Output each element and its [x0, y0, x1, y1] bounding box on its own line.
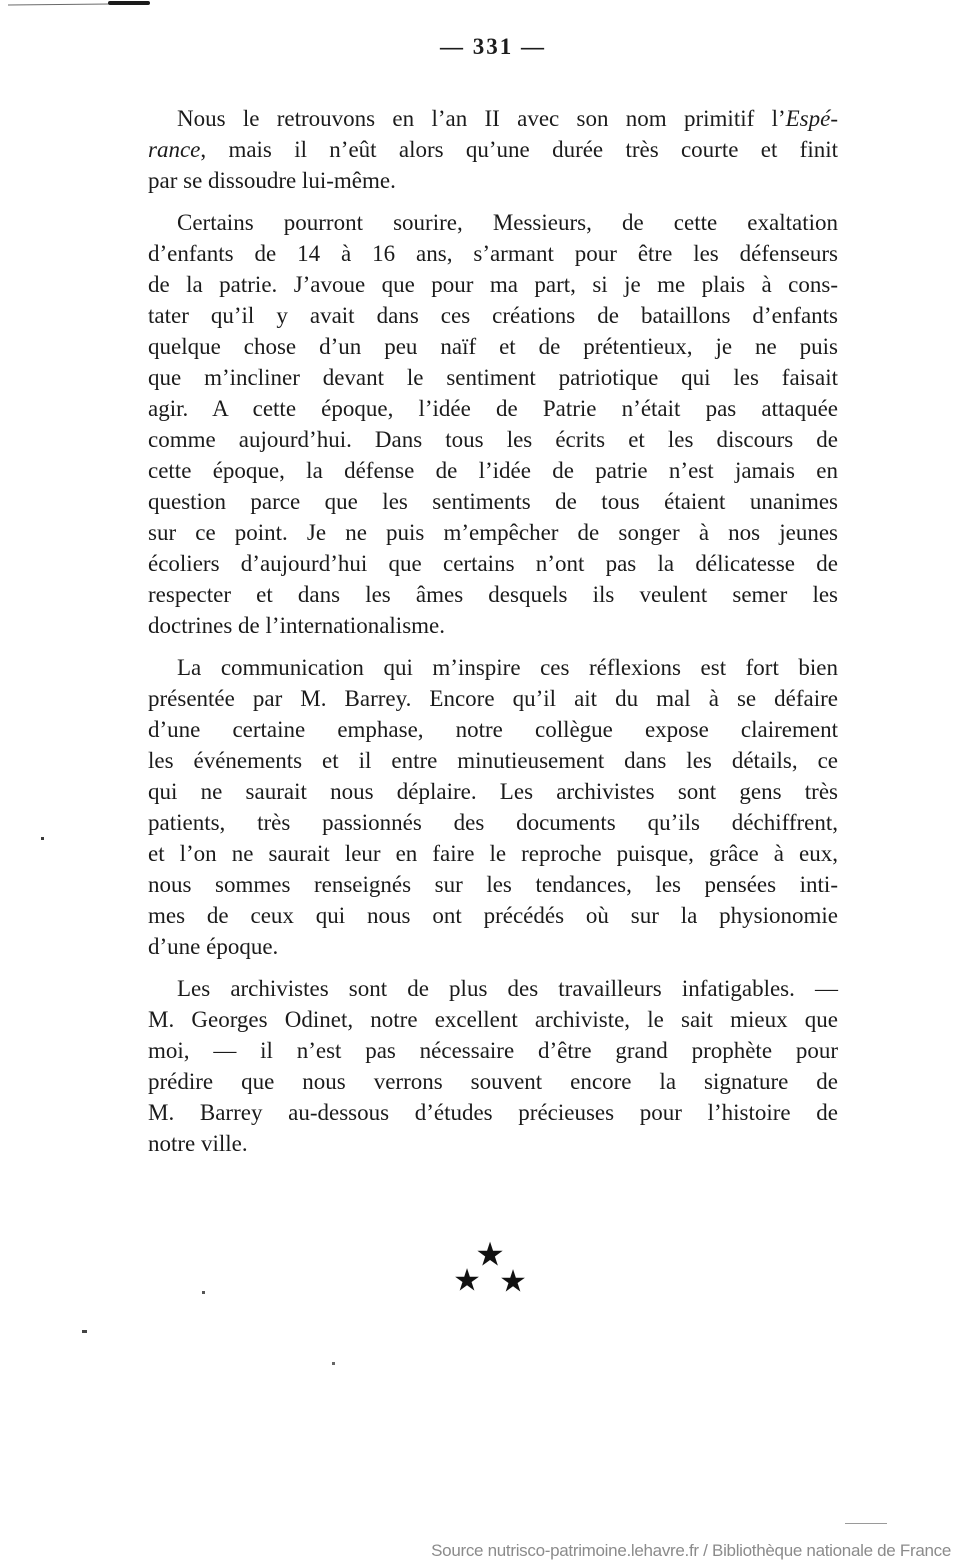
paragraph	[148, 973, 838, 1159]
text-block	[148, 103, 838, 1159]
text-line: nous sommes renseignés sur les tendances, les pensées inti-	[148, 872, 838, 897]
paragraph	[148, 652, 838, 962]
text-line: question parce que les sentiments de tous étaient unanimes	[148, 489, 838, 514]
asterism-star-icon: ★	[453, 1262, 481, 1299]
text-line: cette époque, la défense de l’idée de patrie n’est jamais en	[148, 458, 838, 483]
text-line: par se dissoudre lui-même.	[148, 168, 396, 193]
text-line: tater qu’il y avait dans ces créations de bataillons d’enfants	[148, 303, 838, 328]
text-line: de la patrie. J’avoue que pour ma part, si je me plais à cons-	[148, 272, 838, 297]
source-credit: Source nutrisco-patrimoine.lehavre.fr / Bibliothèque nationale de France	[431, 1541, 951, 1560]
text-line: qui ne saurait nous déplaire. Les archivistes sont gens très	[148, 779, 838, 804]
text-line: M. Barrey au-dessous d’études précieuses pour l’histoire de	[148, 1100, 838, 1125]
scan-speck-artifact	[202, 1291, 205, 1294]
paragraph	[148, 103, 838, 196]
text-line: les événements et il entre minutieusement dans les détails, ce	[148, 748, 838, 773]
text-line: M. Georges Odinet, notre excellent archiviste, le sait mieux que	[148, 1007, 838, 1032]
scan-dash-artifact	[845, 1523, 887, 1524]
scan-speck-artifact	[41, 837, 44, 840]
text-line: Les archivistes sont de plus des travailleurs infatigables. —	[177, 976, 838, 1001]
scan-speck-artifact	[82, 1330, 87, 1333]
asterism-star-icon: ★	[475, 1234, 505, 1274]
text-line: moi, — il n’est pas nécessaire d’être grand prophète pour	[148, 1038, 838, 1063]
text-line: sur ce point. Je ne puis m’empêcher de songer à nos jeunes	[148, 520, 838, 545]
text-line: patients, très passionnés des documents qu’ils déchiffrent,	[148, 810, 838, 835]
scan-speck-artifact	[332, 1362, 335, 1365]
scan-streak-artifact	[108, 1, 150, 5]
scan-streak-artifact	[8, 4, 110, 6]
text-line: et l’on ne saurait leur en faire le reproche puisque, grâce à eux,	[148, 841, 838, 866]
text-line: Nous le retrouvons en l’an II avec son nom primitif l’Espé-	[177, 106, 838, 131]
text-line: d’une époque.	[148, 934, 279, 959]
text-line: notre ville.	[148, 1131, 248, 1156]
text-line: d’une certaine emphase, notre collègue expose clairement	[148, 717, 838, 742]
text-line: d’enfants de 14 à 16 ans, s’armant pour être les défenseurs	[148, 241, 838, 266]
text-line: prédire que nous verrons souvent encore la signature de	[148, 1069, 838, 1094]
page-number: — 331 —	[440, 34, 546, 59]
text-line: présentée par M. Barrey. Encore qu’il ait du mal à se défaire	[148, 686, 838, 711]
text-line: doctrines de l’internationalisme.	[148, 613, 445, 638]
text-line: rance, mais il n’eût alors qu’une durée très courte et finit	[148, 137, 838, 162]
text-line: comme aujourd’hui. Dans tous les écrits et les discours de	[148, 427, 838, 452]
text-line: respecter et dans les âmes desquels ils veulent semer les	[148, 582, 838, 607]
text-line: Certains pourront sourire, Messieurs, de cette exaltation	[177, 210, 838, 235]
text-line: La communication qui m’inspire ces réflexions est fort bien	[177, 655, 838, 680]
text-line: mes de ceux qui nous ont précédés où sur la physionomie	[148, 903, 838, 928]
text-line: que m’incliner devant le sentiment patriotique qui les faisait	[148, 365, 838, 390]
text-line: quelque chose d’un peu naïf et de prétentieux, je ne puis	[148, 334, 838, 359]
text-line: écoliers d’aujourd’hui que certains n’ont pas la délicatesse de	[148, 551, 838, 576]
text-line: agir. A cette époque, l’idée de Patrie n’était pas attaquée	[148, 396, 838, 421]
asterism-star-icon: ★	[499, 1263, 527, 1300]
paragraph	[148, 207, 838, 641]
